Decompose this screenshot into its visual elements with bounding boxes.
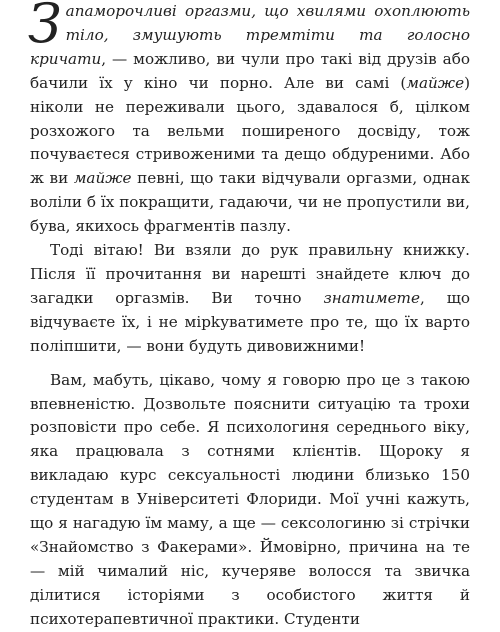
paragraph-author [30, 369, 470, 632]
paragraph-welcome [30, 239, 470, 359]
body-text: , що відчуваєте їх, і не мірkуватимете про те, що їх варто поліпшити, — вони будуть дивовижними! [30, 288, 470, 355]
emphasis-text: майже [406, 73, 465, 92]
emphasis-text: майже [73, 169, 132, 188]
body-text: певні, що таки відчували оргазми, однак воліли б їх покращити, гадаючи, чи не пропустили ви, бува, якихось фрагментів пазлу. [30, 169, 470, 236]
body-text: Вам, мабуть, цікаво, чому я говорю про це з такою впевненістю. Дозвольте пояснити ситуацію та трохи розповісти про себе. Я психологиня середнього віку, яка працювала з сотнями клієнтів. Щороку я викладаю курс сексуальності людини близько 150 студентам в Університеті Флориди. Мої учні кажуть, що я нагадую їм маму, а ще — сексологиню зі стрічки «Знайомство з Факерами». Ймовірно, причина на те — мій чималий ніс, кучеряве волосся та звичка ділитися історіями з особистого життя й психотерапевтичної практики. Студенти [30, 370, 470, 628]
page-body [28, 0, 470, 628]
body-text: , — можливо, ви чули про такі від друзів або бачили їх у кіно чи порно. Але ви самі ( [30, 49, 470, 92]
drop-cap-letter: З [28, 0, 62, 55]
paragraph-intro [30, 0, 470, 239]
emphasis-text: апаморочливі оргазми, що хвилями охоплюють тіло, змушують тремтіти та голосно кричати [30, 2, 470, 68]
emphasis-text: знатимете [323, 288, 420, 307]
body-text: ) ніколи не переживали цього, здавалося б, цілком розхожого та вельми поширеного досвіду, тож почуваєтеся стривоженими та дещо обдуреними. Або ж ви [30, 73, 470, 188]
body-text: Тоді вітаю! Ви взяли до рук правильну книжку. Після її прочитання ви нарешті знайдете ключ до загадки оргазмів. Ви точно [30, 241, 470, 307]
